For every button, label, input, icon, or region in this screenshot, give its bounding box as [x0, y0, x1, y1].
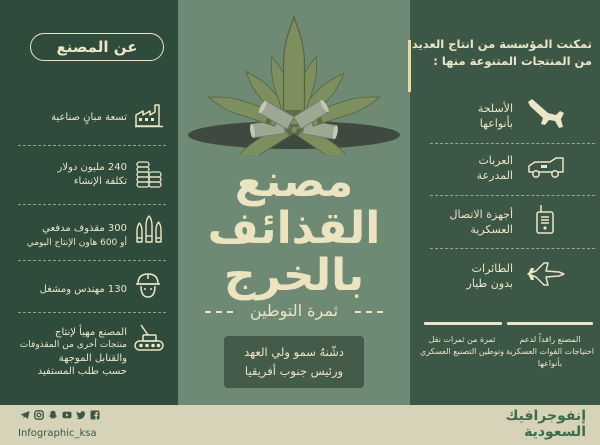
separator — [18, 260, 166, 261]
note-bar-localization — [424, 322, 502, 325]
separator — [18, 312, 166, 313]
products-panel — [410, 0, 600, 405]
separator — [430, 143, 595, 144]
daily-output-label-text: أو 600 هاون الإنتاج اليومي — [26, 238, 127, 248]
accent-line — [408, 40, 411, 92]
note-supply-line-3: بأنواعها — [537, 359, 563, 368]
title-panel — [178, 0, 410, 405]
instagram-icon[interactable] — [34, 410, 44, 420]
note-supply-line-1: المصنع رافداً لدعم — [519, 335, 581, 344]
other-products-line-1: المصنع مهيأ لإنتاج — [54, 327, 127, 338]
artillery-shells-icon — [133, 214, 165, 244]
note-localization-line-1: ثمرة من ثمرات نقل — [428, 335, 496, 344]
about-factory-header: عن المصنع — [30, 33, 164, 61]
separator — [18, 204, 166, 205]
inauguration-line-2: ورئيس جنوب أفريقيا — [244, 364, 344, 378]
other-products-line-2: منتجات أخرى من المقذوفات — [19, 340, 127, 350]
factory-icon — [134, 102, 164, 128]
vehicles-label: العربات — [478, 154, 513, 167]
vehicles-sublabel: المدرعة — [476, 169, 513, 182]
logo-line-1: إنفوجرافيك — [505, 408, 586, 424]
note-localization-line-2: وتوطين التصنيع العسكري — [419, 347, 505, 356]
title-line-3: بالخرج — [223, 250, 365, 301]
assault-rifle-icon — [526, 96, 566, 130]
title-line-2: القذائف — [207, 203, 381, 254]
daily-output-value-text: 300 مقذوف مدفعي — [42, 223, 127, 234]
facebook-icon[interactable] — [90, 410, 100, 420]
title-line-1: مصنع — [234, 156, 354, 207]
cost-label-text: تكلفة الإنشاء — [73, 176, 127, 187]
snapchat-icon[interactable] — [48, 410, 58, 420]
twitter-icon[interactable] — [76, 410, 86, 420]
inauguration-box — [224, 336, 364, 388]
drones-label: الطائرات — [471, 262, 513, 275]
separator — [430, 248, 595, 249]
artillery-shells-pile-icon — [178, 5, 410, 155]
tank-icon — [133, 322, 165, 354]
factory-buildings-text: تسعة مبانٍ صناعية — [51, 112, 127, 123]
engineer-hardhat-icon — [133, 270, 163, 300]
drone-jet-icon — [526, 259, 566, 289]
products-heading-line-1: تمكنت المؤسسة من انتاج العديد — [411, 37, 592, 51]
other-products-line-3: والقنابل الموجهة — [58, 353, 127, 364]
subtitle-dash-right — [355, 311, 383, 313]
social-handle[interactable]: Infographic_ksa — [18, 428, 97, 439]
drones-sublabel: بدون طيار — [466, 277, 513, 290]
weapons-sublabel: بأنواعها — [479, 117, 513, 130]
products-heading-line-2: من المنتجات المتنوعة منها : — [433, 54, 592, 68]
subtitle: ثمرة التوطين — [249, 301, 339, 320]
armored-vehicle-icon — [526, 154, 566, 180]
cost-value-text: 240 مليون دولار — [57, 162, 127, 173]
engineers-count-text: 130 مهندس ومشغل — [39, 284, 127, 295]
coins-stack-icon — [135, 158, 163, 188]
inauguration-line-1: دشّنهُ سمو ولي العهد — [244, 345, 344, 359]
weapons-label: الأسلحة — [477, 102, 513, 115]
social-icons-row — [20, 410, 100, 420]
other-products-line-4: حسب طلب المستفيد — [37, 366, 127, 377]
military-radio-icon — [532, 203, 558, 235]
separator — [430, 195, 595, 196]
note-bar-supply — [507, 322, 593, 325]
separator — [18, 145, 166, 146]
telegram-icon[interactable] — [20, 410, 30, 420]
about-factory-panel — [0, 0, 178, 405]
radios-label: أجهزة الاتصال — [449, 208, 513, 221]
logo-line-2: السعودية — [524, 424, 586, 440]
note-supply-line-2: احتياجات القوات العسكرية — [505, 347, 595, 356]
radios-sublabel: العسكرية — [470, 223, 513, 236]
youtube-icon[interactable] — [62, 410, 72, 420]
